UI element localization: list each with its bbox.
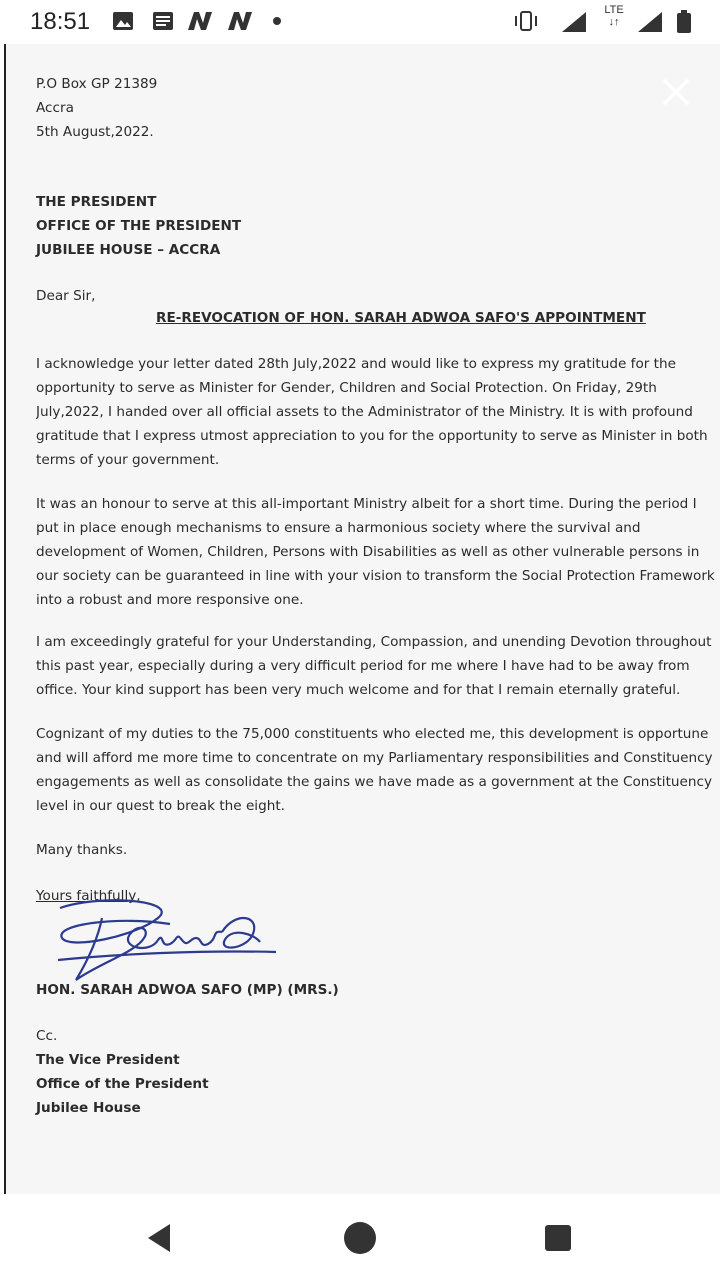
signatory-name: HON. SARAH ADWOA SAFO (MP) (MRS.) — [36, 982, 339, 998]
salutation: Dear Sir, — [36, 288, 96, 304]
paragraph-line: put in place enough mechanisms to ensure a harmonious society where the survival and — [36, 520, 641, 536]
image-viewer[interactable] — [4, 44, 720, 1194]
battery-icon — [676, 10, 692, 34]
n-app-icon — [226, 10, 254, 32]
paragraph-line: this past year, especially during a very difficult period for me where I have had to be away from — [36, 658, 690, 674]
paragraph-line: into a robust and more responsive one. — [36, 592, 304, 608]
paragraph-line: Cognizant of my duties to the 75,000 constituents who elected me, this development is opportune — [36, 726, 709, 742]
paragraph-line: development of Women, Children, Persons with Disabilities as well as other vulnerable persons in — [36, 544, 700, 560]
letter-date: 5th August,2022. — [36, 124, 154, 140]
paragraph-line: It was an honour to serve at this all-important Ministry albeit for a short time. During the period I — [36, 496, 697, 512]
recipient-line: OFFICE OF THE PRESIDENT — [36, 218, 242, 234]
paragraph-line: our society can be guaranteed in line with your vision to transform the Social Protection Framework — [36, 568, 715, 584]
navigation-bar — [0, 1196, 720, 1280]
dot-icon — [272, 10, 282, 32]
status-time: 18:51 — [30, 8, 91, 35]
status-bar — [0, 0, 720, 44]
paragraph-line: and will afford me more time to concentrate on my Parliamentary responsibilities and Constituency — [36, 750, 713, 766]
recipient-line: THE PRESIDENT — [36, 194, 157, 210]
paragraph-line: office. Your kind support has been very much welcome and for that I remain eternally grateful. — [36, 682, 681, 698]
paragraph — [36, 352, 720, 472]
letter-subject: RE-REVOCATION OF HON. SARAH ADWOA SAFO'S APPOINTMENT — [156, 310, 646, 326]
vibrate-icon — [512, 10, 540, 32]
signature-image — [40, 894, 290, 990]
cc-line: The Vice President — [36, 1052, 180, 1068]
data-arrows-icon: ↓↑ — [608, 16, 620, 28]
address-line: P.O Box GP 21389 — [36, 76, 158, 92]
paragraph-line: I acknowledge your letter dated 28th July,2022 and would like to express my gratitude for the — [36, 356, 676, 372]
signal-icon — [636, 10, 664, 34]
address-line: Accra — [36, 100, 74, 116]
back-icon[interactable] — [138, 1216, 182, 1260]
cc-label: Cc. — [36, 1028, 58, 1044]
cc-line: Office of the President — [36, 1076, 209, 1092]
paragraph-line: July,2022, I handed over all official assets to the Administrator of the Ministry. It is with profound — [36, 404, 693, 420]
paragraph-line: opportunity to serve as Minister for Gender, Children and Social Protection. On Friday, 29th — [36, 380, 657, 396]
recents-icon[interactable] — [536, 1216, 580, 1260]
signal-icon — [560, 10, 588, 34]
cc-line: Jubilee House — [36, 1100, 141, 1116]
lte-label: LTE — [604, 4, 624, 16]
paragraph-line: level in our quest to break the eight. — [36, 798, 285, 814]
close-icon[interactable] — [658, 74, 694, 110]
paragraph-line: engagements as well as consolidate the gains we have made as a government at the Constituency — [36, 774, 713, 790]
n-app-icon — [186, 10, 214, 32]
home-icon[interactable] — [338, 1216, 382, 1260]
closing-text: Many thanks. — [36, 842, 128, 858]
paragraph — [36, 722, 720, 818]
letter-document — [6, 44, 720, 1194]
recipient-line: JUBILEE HOUSE – ACCRA — [36, 242, 221, 258]
closing-text: Yours faithfully, — [36, 888, 141, 904]
paragraph-line: I am exceedingly grateful for your Understanding, Compassion, and unending Devotion throughout — [36, 634, 712, 650]
lte-icon — [600, 4, 628, 38]
paragraph — [36, 630, 720, 702]
paragraph-line: gratitude that I express utmost appreciation to you for the opportunity to serve as Minister in both — [36, 428, 708, 444]
image-icon — [112, 10, 134, 32]
paragraph-line: terms of your government. — [36, 452, 220, 468]
news-icon — [152, 10, 174, 32]
paragraph — [36, 492, 720, 612]
